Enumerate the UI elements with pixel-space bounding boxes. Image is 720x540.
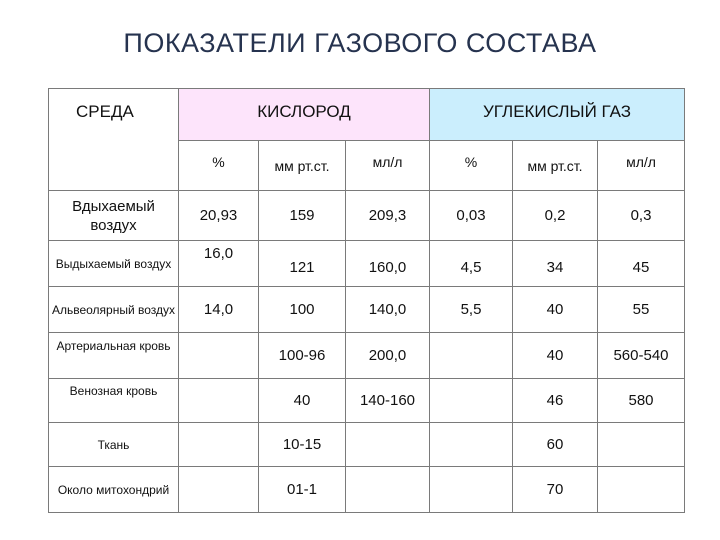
co2-group-header-cell: [430, 89, 685, 141]
value-cell: 0,03: [456, 207, 486, 224]
table-row: [49, 191, 685, 241]
medium-header: СРЕДА: [76, 101, 134, 121]
unit-mmhg-o2: мм рт.ст.: [274, 157, 330, 174]
data-cell: [259, 241, 346, 287]
value-cell: 20,93: [199, 207, 238, 224]
row-label-cell: [49, 423, 179, 467]
value-cell: 10-15: [282, 436, 322, 453]
row-label-cell: [49, 191, 179, 241]
data-cell: [598, 191, 685, 241]
row-label: Венозная кровь: [69, 383, 158, 398]
data-cell: [598, 241, 685, 287]
value-cell: 70: [546, 481, 564, 498]
data-cell: [430, 241, 513, 287]
value-cell: 60: [546, 436, 564, 453]
row-label-cell: [49, 467, 179, 513]
value-cell: 140-160: [359, 392, 416, 409]
table-row: [49, 287, 685, 333]
row-label: Выдыхаемый воздух: [55, 256, 172, 271]
value-cell: 0,2: [544, 207, 566, 224]
data-cell: [259, 423, 346, 467]
value-cell: 40: [293, 392, 311, 409]
data-cell: [259, 467, 346, 513]
value-cell: 100-96: [278, 347, 326, 364]
data-cell: [179, 287, 259, 333]
value-cell: 160,0: [368, 259, 407, 276]
unit-percent-co2: %: [464, 153, 478, 170]
value-cell: 140,0: [368, 301, 407, 318]
co2-group-header: УГЛЕКИСЛЫЙ ГАЗ: [482, 101, 631, 121]
data-cell: [598, 287, 685, 333]
value-cell: 46: [546, 392, 564, 409]
data-cell: [346, 241, 430, 287]
data-cell: [513, 467, 598, 513]
row-label-cell: [49, 241, 179, 287]
header-group-row: [49, 89, 685, 141]
unit-cell: [513, 141, 598, 191]
unit-percent-o2: %: [212, 153, 225, 170]
row-label-cell: [49, 287, 179, 333]
data-cell: [346, 379, 430, 423]
table-row: [49, 379, 685, 423]
value-cell: 16,0: [203, 245, 234, 262]
unit-mmhg-co2: мм рт.ст.: [527, 157, 583, 174]
table-row: [49, 423, 685, 467]
value-cell: 55: [632, 301, 650, 318]
unit-mll-co2: мл/л: [626, 153, 656, 170]
row-label-cell: [49, 379, 179, 423]
oxygen-group-header-cell: [179, 89, 430, 141]
value-cell: 45: [632, 259, 650, 276]
data-cell: [598, 423, 685, 467]
value-cell: 4,5: [460, 259, 482, 276]
unit-cell: [259, 141, 346, 191]
value-cell: 0,3: [630, 207, 652, 224]
value-cell: 121: [289, 259, 315, 276]
page-title: ПОКАЗАТЕЛИ ГАЗОВОГО СОСТАВА: [123, 28, 597, 58]
row-label: Вдыхаемый воздух: [72, 197, 155, 234]
data-cell: [179, 241, 259, 287]
unit-cell: [346, 141, 430, 191]
data-cell: [430, 467, 513, 513]
data-cell: [346, 467, 430, 513]
value-cell: 40: [546, 347, 564, 364]
data-cell: [598, 379, 685, 423]
data-cell: [513, 333, 598, 379]
value-cell: 200,0: [368, 347, 407, 364]
data-cell: [513, 191, 598, 241]
value-cell: 560-540: [613, 347, 669, 364]
data-cell: [346, 423, 430, 467]
medium-header-cell: [49, 89, 179, 191]
row-label: Ткань: [97, 437, 130, 452]
value-cell: 5,5: [460, 301, 482, 318]
data-cell: [179, 191, 259, 241]
unit-cell: [179, 141, 259, 191]
row-label: Около митохондрий: [57, 482, 170, 497]
row-label: Артериальная кровь: [56, 338, 171, 353]
data-cell: [430, 333, 513, 379]
data-cell: [179, 379, 259, 423]
data-cell: [179, 423, 259, 467]
value-cell: 01-1: [286, 481, 318, 498]
data-cell: [598, 467, 685, 513]
data-cell: [513, 379, 598, 423]
data-cell: [346, 333, 430, 379]
value-cell: 209,3: [368, 207, 407, 224]
data-cell: [259, 287, 346, 333]
oxygen-group-header: КИСЛОРОД: [257, 101, 351, 121]
data-cell: [430, 287, 513, 333]
value-cell: 14,0: [203, 301, 234, 318]
value-cell: 100: [289, 301, 315, 318]
data-cell: [179, 467, 259, 513]
unit-cell: [598, 141, 685, 191]
unit-mll-o2: мл/л: [372, 153, 403, 170]
data-cell: [513, 423, 598, 467]
table-row: [49, 467, 685, 513]
data-cell: [430, 191, 513, 241]
unit-cell: [430, 141, 513, 191]
data-cell: [346, 287, 430, 333]
gas-composition-table: [48, 88, 685, 513]
value-cell: 34: [546, 259, 564, 276]
data-cell: [259, 333, 346, 379]
data-cell: [598, 333, 685, 379]
row-label: Альвеолярный воздух: [51, 302, 176, 317]
value-cell: 580: [628, 392, 654, 409]
data-cell: [259, 379, 346, 423]
value-cell: 40: [546, 301, 564, 318]
data-cell: [430, 423, 513, 467]
table-row: [49, 241, 685, 287]
row-label-cell: [49, 333, 179, 379]
data-cell: [430, 379, 513, 423]
data-cell: [179, 333, 259, 379]
table-row: [49, 333, 685, 379]
data-cell: [259, 191, 346, 241]
data-cell: [513, 287, 598, 333]
data-cell: [346, 191, 430, 241]
data-cell: [513, 241, 598, 287]
value-cell: 159: [289, 207, 315, 224]
